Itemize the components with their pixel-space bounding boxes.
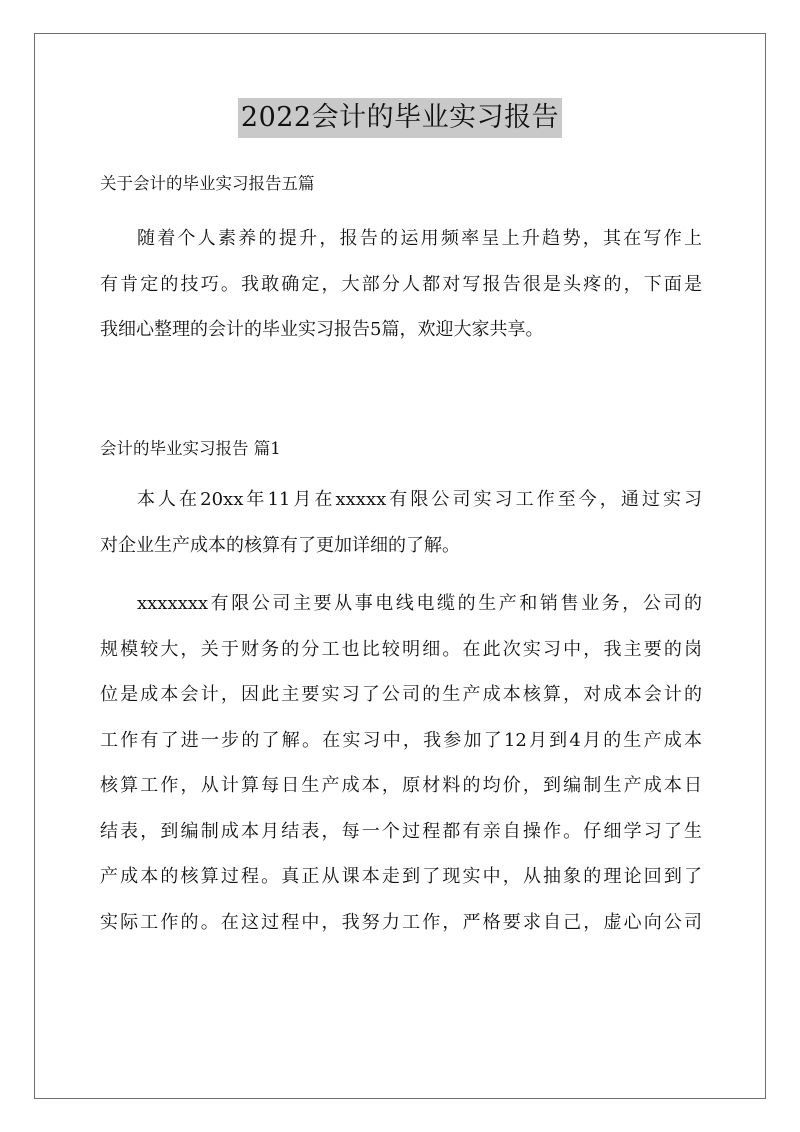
paragraph-line: 结表，到编制成本月结表，每一个过程都有亲自操作。仔细学习了生: [100, 820, 702, 842]
body-paragraph-2: [100, 592, 702, 956]
paragraph-line: 产成本的核算过程。真正从课本走到了现实中，从抽象的理论回到了: [100, 866, 702, 887]
intro-paragraph: [100, 227, 702, 364]
intro-line: 随着个人素养的提升，报告的运用频率呈上升趋势，其在写作上: [137, 228, 702, 249]
section-heading: 会计的毕业实习报告 篇1: [100, 439, 281, 458]
paragraph-line: xxxxxxx有限公司主要从事电线电缆的生产和销售业务，公司的: [137, 593, 702, 614]
paragraph-line: 规模较大，关于财务的分工也比较明细。在此次实习中，我主要的岗: [100, 638, 702, 660]
body-paragraph-1: [100, 488, 702, 579]
paragraph-line: 核算工作，从计算每日生产成本，原材料的均价，到编制生产成本日: [100, 775, 702, 796]
paragraph-line: 位是成本会计，因此主要实习了公司的生产成本核算，对成本会计的: [100, 684, 702, 705]
paragraph-line: 本人在20xx年11月在xxxxx有限公司实习工作至今，通过实习: [137, 489, 702, 510]
document-title: 2022会计的毕业实习报告: [238, 98, 562, 138]
paragraph-line: 实际工作的。在这过程中，我努力工作，严格要求自己，虚心向公司: [100, 911, 702, 933]
title-container: [0, 98, 800, 138]
intro-line: 我细心整理的会计的毕业实习报告5篇，欢迎大家共享。: [100, 319, 544, 340]
document-subtitle: 关于会计的毕业实习报告五篇: [100, 174, 315, 193]
paragraph-line: 对企业生产成本的核算有了更加详细的了解。: [100, 534, 460, 556]
paragraph-line: 工作有了进一步的了解。在实习中，我参加了12月到4月的生产成本: [100, 729, 702, 751]
intro-line: 有肯定的技巧。我敢确定，大部分人都对写报告很是头疼的，下面是: [100, 273, 702, 295]
